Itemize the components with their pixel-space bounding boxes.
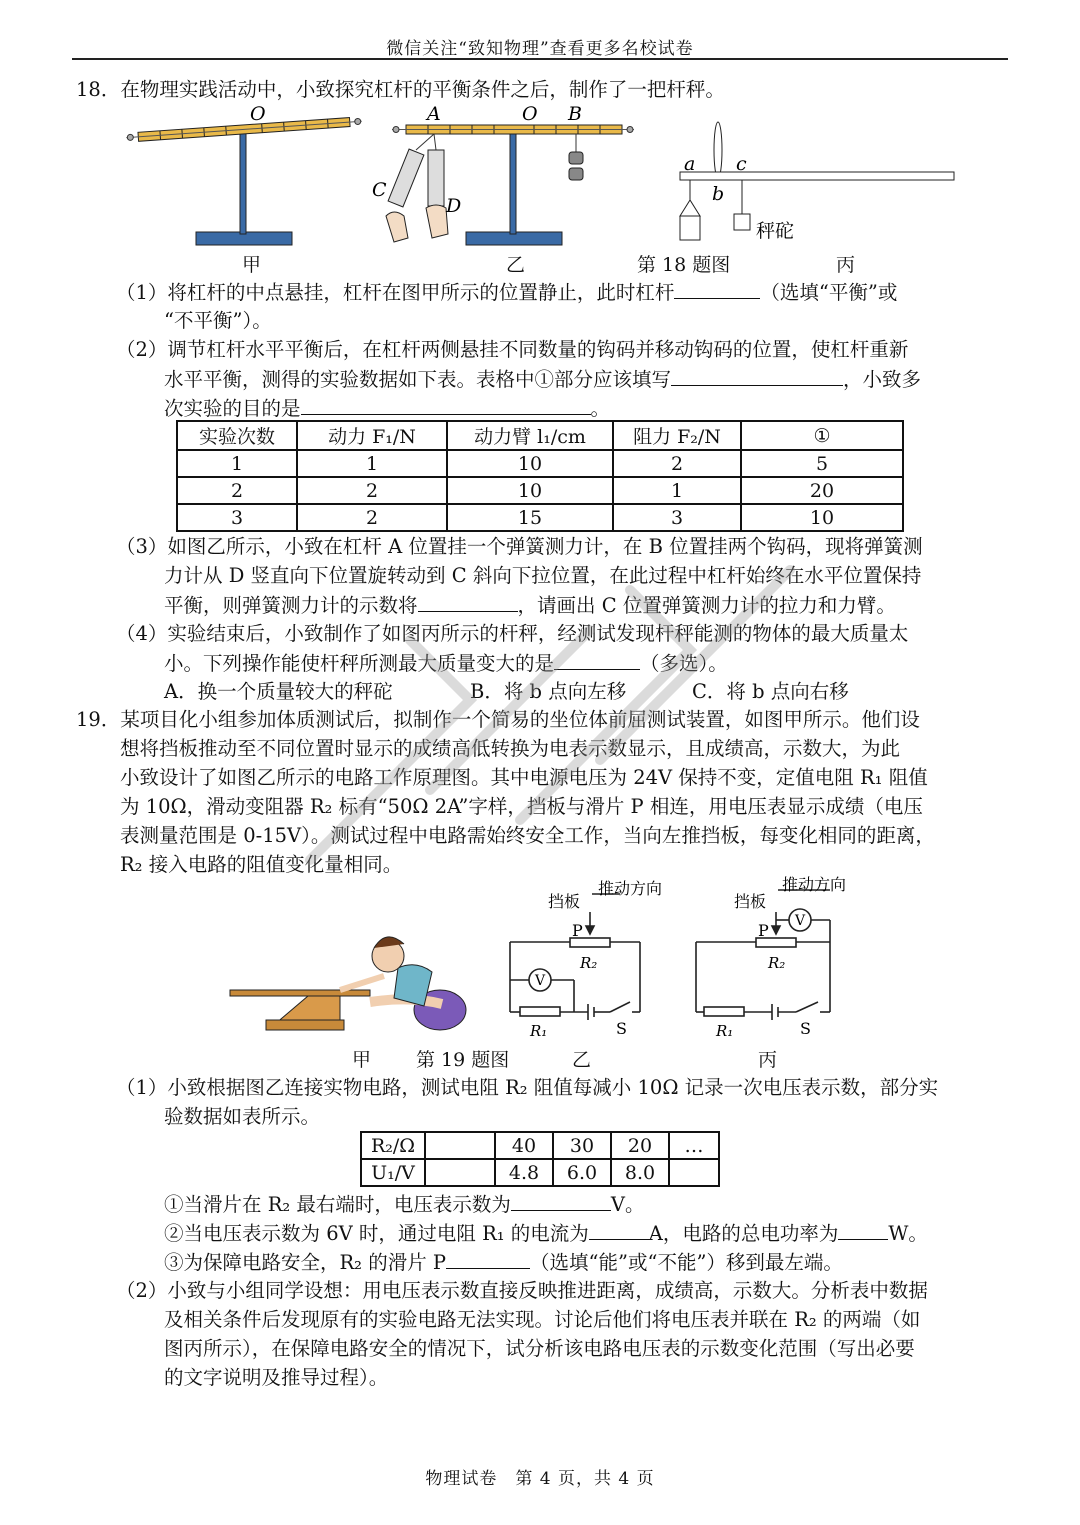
fig-label-baffle-bing: 挡板 xyxy=(734,892,767,911)
q19-p2-line1: （2）小致与小组同学设想：用电压表示数直接反映推进距离，成绩高，示数大。分析表中数据 xyxy=(116,1279,928,1302)
table-cell: 10 xyxy=(447,477,613,504)
q19-caption-bing: 丙 xyxy=(758,1049,778,1071)
fig-label-c: c xyxy=(736,153,747,175)
fig-label-b: b xyxy=(712,183,725,205)
table-row xyxy=(361,1132,719,1159)
q18-caption-title: 第 18 题图 xyxy=(637,254,731,276)
q18-p2-line1: （2）调节杠杆水平平衡后，在杠杆两侧悬挂不同数量的钩码并移动钩码的位置，使杠杆重新 xyxy=(116,338,909,361)
q18-option-c: C．将 b 点向右移 xyxy=(692,680,849,703)
fig-label-C: C xyxy=(372,179,387,201)
table-cell: U₁/V xyxy=(361,1159,425,1186)
page-header: 微信关注“致知物理”查看更多名校试卷 xyxy=(386,39,694,59)
fig-label-R2-yi: R₂ xyxy=(580,954,598,972)
fig-label-baffle-yi: 挡板 xyxy=(548,892,581,911)
table-cell: 4.8 xyxy=(495,1159,553,1186)
table-cell xyxy=(669,1159,719,1186)
q18-p2-line3 xyxy=(164,394,610,423)
q18-p2-blank2[interactable] xyxy=(301,394,591,415)
q19-item3-text-a: ③为保障电路安全，R₂ 的滑片 P xyxy=(164,1251,447,1274)
q19-item2-blank1[interactable] xyxy=(589,1219,649,1240)
q18-caption-jia: 甲 xyxy=(242,254,262,276)
q19-p2-line4: 的文字说明及推导过程）。 xyxy=(164,1366,389,1389)
q19-item3-text-b: （选填“能”或“不能”）移到最左端。 xyxy=(530,1251,843,1274)
table-cell: R₂/Ω xyxy=(361,1132,425,1159)
q19-figure xyxy=(220,872,880,1042)
table-cell: 5 xyxy=(741,450,903,477)
q19-stem-4: 为 10Ω，滑动变阻器 R₂ 标有“50Ω 2A”字样，挡板与滑片 P 相连，用电压表显示成绩（电压 xyxy=(120,795,923,818)
table-cell xyxy=(425,1159,495,1186)
fig-label-O1: O xyxy=(250,104,266,125)
q18-p1-line2: “不平衡”）。 xyxy=(164,309,272,332)
q18-p3-text-c: 平衡，则弹簧测力计的示数将 xyxy=(164,594,418,617)
fig-label-R1-yi: R₁ xyxy=(530,1022,548,1040)
table-cell: 2 xyxy=(297,504,447,531)
q19-item2-blank2[interactable] xyxy=(838,1219,888,1240)
table-row xyxy=(361,1159,719,1186)
table-cell: 40 xyxy=(495,1132,553,1159)
table-cell: 20 xyxy=(611,1132,669,1159)
fig-jia-sit-reach xyxy=(230,937,466,1030)
q19-item1 xyxy=(164,1190,645,1219)
fig-label-push-bing: 推动方向 xyxy=(782,875,847,894)
q19-stem-3: 小致设计了如图乙所示的电路工作原理图。其中电源电压为 24V 保持不变，定值电阻 R₁ 阻值 xyxy=(120,766,928,789)
fig-label-P-bing: P xyxy=(758,921,769,940)
q18-p1-text-b: （选填“平衡”或 xyxy=(760,281,898,304)
q18-p4-text-c: （多选）。 xyxy=(640,652,728,675)
fig-bing-steelyard xyxy=(680,122,954,240)
fig-yi-circuit xyxy=(510,894,640,1020)
header-rule xyxy=(72,58,1008,60)
q18-caption-yi: 乙 xyxy=(506,254,526,276)
q18-p4-blank[interactable] xyxy=(554,649,640,670)
fig-label-weight: 秤砣 xyxy=(756,220,795,242)
fig-label-S-bing: S xyxy=(800,1019,811,1038)
q19-p1-line2: 验数据如表所示。 xyxy=(164,1105,321,1128)
q18-p2-text-c: ，小致多 xyxy=(843,368,922,391)
fig-label-V-bing: V xyxy=(795,913,806,929)
q19-stem-2: 想将挡板推动至不同位置时显示的成绩高低转换为电表示数显示，且成绩高，示数大，为此 xyxy=(120,737,901,760)
q19-item1-blank[interactable] xyxy=(511,1190,611,1211)
table-header-row xyxy=(177,421,903,450)
table-cell: 8.0 xyxy=(611,1159,669,1186)
table-header-cell: ① xyxy=(741,421,903,450)
table-row xyxy=(177,477,903,504)
q19-caption-title: 第 19 题图 xyxy=(416,1049,510,1071)
table-header-cell: 阻力 F₂/N xyxy=(613,421,741,450)
table-cell: 2 xyxy=(613,450,741,477)
q19-caption-yi: 乙 xyxy=(572,1049,592,1071)
q18-caption-bing: 丙 xyxy=(836,254,856,276)
q19-stem-6: R₂ 接入电路的阻值变化量相同。 xyxy=(120,853,403,876)
q18-stem: 18．在物理实践活动中，小致探究杠杆的平衡条件之后，制作了一把杆秤。 xyxy=(76,78,725,101)
q19-stem-1: 19．某项目化小组参加体质测试后，拟制作一个简易的坐位体前屈测试装置，如图甲所示。他们设 xyxy=(76,708,920,731)
q19-item2-text-b: A，电路的总电功率为 xyxy=(648,1222,839,1245)
table-cell: 1 xyxy=(613,477,741,504)
q19-item1-text-a: ①当滑片在 R₂ 最右端时，电压表示数为 xyxy=(164,1193,511,1216)
fig-label-V-yi: V xyxy=(535,973,546,989)
q18-p4-text-b: 小。下列操作能使杆秤所测最大质量变大的是 xyxy=(164,652,555,675)
page-footer: 物理试卷 第 4 页，共 4 页 xyxy=(425,1469,655,1489)
fig-label-S-yi: S xyxy=(616,1019,627,1038)
q18-p2-blank1[interactable] xyxy=(671,365,843,386)
q18-option-b: B．将 b 点向左移 xyxy=(470,680,627,703)
fig-label-A: A xyxy=(427,104,441,125)
q19-caption-jia: 甲 xyxy=(352,1049,372,1071)
q18-p2-line2 xyxy=(164,365,921,394)
table-cell: 3 xyxy=(177,504,297,531)
q19-stem-5: 表测量范围是 0-15V）。测试过程中电路需始终安全工作，当向左推挡板，每变化相同的距离， xyxy=(120,824,935,847)
q19-item2 xyxy=(164,1219,928,1248)
q18-p3-blank[interactable] xyxy=(418,591,518,612)
table-header-cell: 实验次数 xyxy=(177,421,297,450)
q18-p4-line1: （4）实验结束后，小致制作了如图丙所示的杆秤，经测试发现杆秤能测的物体的最大质量太 xyxy=(116,622,909,645)
q19-p2-line3: 图丙所示），在保障电路安全的情况下，试分析该电路电压表的示数变化范围（写出必要 xyxy=(164,1337,915,1360)
q18-p2-text-e: 。 xyxy=(590,397,611,420)
fig-label-D: D xyxy=(446,195,462,217)
table-cell: 1 xyxy=(177,450,297,477)
q18-p3-text-d: ，请画出 C 位置弹簧测力计的拉力和力臂。 xyxy=(517,594,896,617)
q18-p4-line2 xyxy=(164,649,728,678)
q19-data-table xyxy=(360,1131,720,1187)
q19-item3-blank[interactable] xyxy=(446,1248,530,1269)
q18-option-a: A．换一个质量较大的秤砣 xyxy=(164,680,393,703)
table-cell: 3 xyxy=(613,504,741,531)
q19-p2-line2: 及相关条件后发现原有的实验电路无法实现。讨论后他们将电压表并联在 R₂ 的两端（如 xyxy=(164,1308,921,1331)
q18-figure xyxy=(120,104,970,254)
table-row xyxy=(177,504,903,531)
fig-label-B: B xyxy=(568,104,582,125)
table-row xyxy=(177,450,903,477)
table-header-cell: 动力 F₁/N xyxy=(297,421,447,450)
table-cell: 30 xyxy=(553,1132,611,1159)
fig-label-P-yi: P xyxy=(572,921,583,940)
table-cell: 10 xyxy=(741,504,903,531)
table-cell: 2 xyxy=(297,477,447,504)
q18-p3-line2: 力计从 D 竖直向下位置旋转动到 C 斜向下拉位置，在此过程中杠杆始终在水平位置保持 xyxy=(164,564,922,587)
fig-label-R1-bing: R₁ xyxy=(716,1022,734,1040)
q19-item1-text-b: V。 xyxy=(610,1193,645,1216)
q19-p1-line1: （1）小致根据图乙连接实物电路，测试电阻 R₂ 阻值每减小 10Ω 记录一次电压表示数，部分实 xyxy=(116,1076,939,1099)
q18-p1-line1 xyxy=(116,278,897,307)
fig-jia-lever-stand xyxy=(126,117,362,245)
fig-label-push-yi: 推动方向 xyxy=(598,879,663,898)
q19-item3 xyxy=(164,1248,843,1277)
fig-label-O2: O xyxy=(522,104,538,125)
fig-label-R2-bing: R₂ xyxy=(768,954,786,972)
q19-item2-text-a: ②当电压表示数为 6V 时，通过电阻 R₁ 的电流为 xyxy=(164,1222,589,1245)
table-cell: … xyxy=(669,1132,719,1159)
q18-p2-text-b: 水平平衡，测得的实验数据如下表。表格中①部分应该填写 xyxy=(164,368,672,391)
table-cell: 2 xyxy=(177,477,297,504)
q19-item2-text-c: W。 xyxy=(888,1222,928,1245)
table-cell: 20 xyxy=(741,477,903,504)
q18-p2-text-d: 次实验的目的是 xyxy=(164,397,301,420)
fig-yi-lever-stand xyxy=(386,125,634,245)
q18-p3-line1: （3）如图乙所示，小致在杠杆 A 位置挂一个弹簧测力计，在 B 位置挂两个钩码，现将弹簧测 xyxy=(116,535,923,558)
q18-data-table xyxy=(176,420,904,532)
table-cell: 1 xyxy=(297,450,447,477)
table-cell xyxy=(425,1132,495,1159)
q18-p1-text-a: （1）将杠杆的中点悬挂，杠杆在图甲所示的位置静止，此时杠杆 xyxy=(116,281,675,304)
table-cell: 15 xyxy=(447,504,613,531)
q18-p3-line3 xyxy=(164,591,896,620)
q18-p1-blank[interactable] xyxy=(674,278,760,299)
table-cell: 10 xyxy=(447,450,613,477)
fig-label-a: a xyxy=(684,153,696,175)
table-cell: 6.0 xyxy=(553,1159,611,1186)
table-header-cell: 动力臂 l₁/cm xyxy=(447,421,613,450)
